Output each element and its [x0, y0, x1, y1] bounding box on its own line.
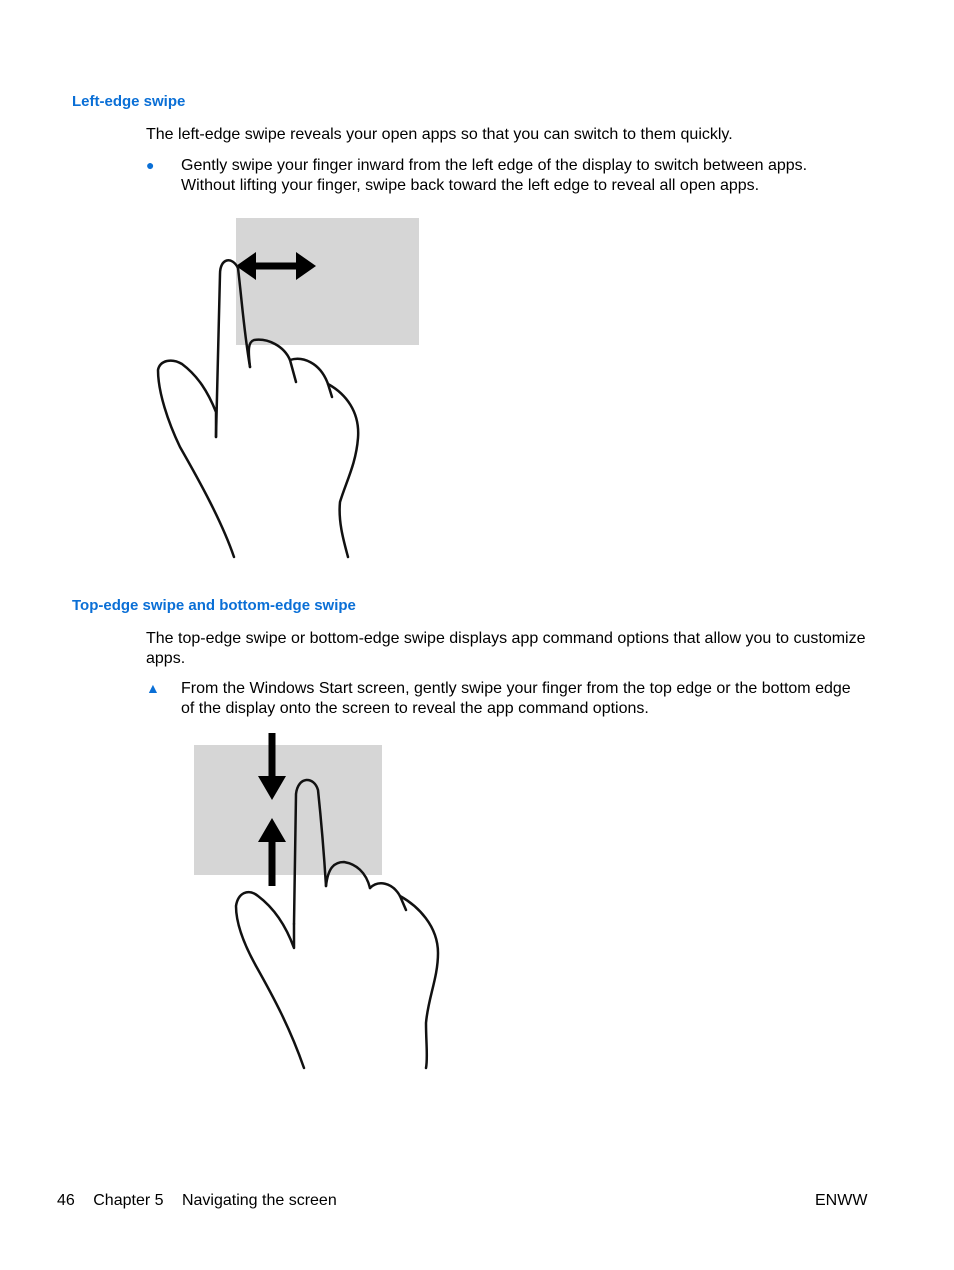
- top-bottom-edge-swipe-illustration: [190, 728, 450, 1073]
- step-line-1: From the Windows Start screen, gently swipe your finger from the top edge or the bottom edge: [181, 680, 851, 697]
- footer-left: [57, 1192, 351, 1210]
- bullet-item: [146, 156, 874, 196]
- chapter-label: Chapter 5: [93, 1192, 164, 1209]
- section-heading-left-edge-swipe: Left-edge swipe: [72, 93, 186, 110]
- left-edge-swipe-description: The left-edge swipe reveals your open apps so that you can switch to them quickly.: [146, 126, 733, 143]
- description-line-2: apps.: [146, 649, 186, 667]
- bullet-line-2: Without lifting your finger, swipe back toward the left edge to reveal all open apps.: [181, 176, 760, 194]
- step-text: [181, 679, 871, 718]
- step-item: [146, 679, 874, 719]
- footer-right-label: ENWW: [815, 1192, 868, 1209]
- page-number: 46: [57, 1192, 75, 1209]
- screen-area: [236, 218, 419, 345]
- description-line-1: The top-edge swipe or bottom-edge swipe displays app command options that allow you to customize: [146, 630, 866, 647]
- bullet-line-1: Gently swipe your finger inward from the left edge of the display to switch between apps.: [181, 157, 808, 174]
- bullet-dot-icon: ●: [146, 157, 155, 173]
- screen-area: [194, 745, 382, 875]
- left-edge-swipe-illustration: [150, 212, 430, 562]
- bullet-text: [181, 156, 871, 195]
- step-triangle-icon: ▲: [146, 680, 160, 696]
- top-bottom-edge-swipe-description: [146, 629, 874, 668]
- chapter-title: Navigating the screen: [181, 1192, 337, 1209]
- section-heading-top-bottom-edge-swipe: Top-edge swipe and bottom-edge swipe: [72, 597, 356, 614]
- step-line-2: of the display onto the screen to reveal the app command options.: [181, 699, 649, 717]
